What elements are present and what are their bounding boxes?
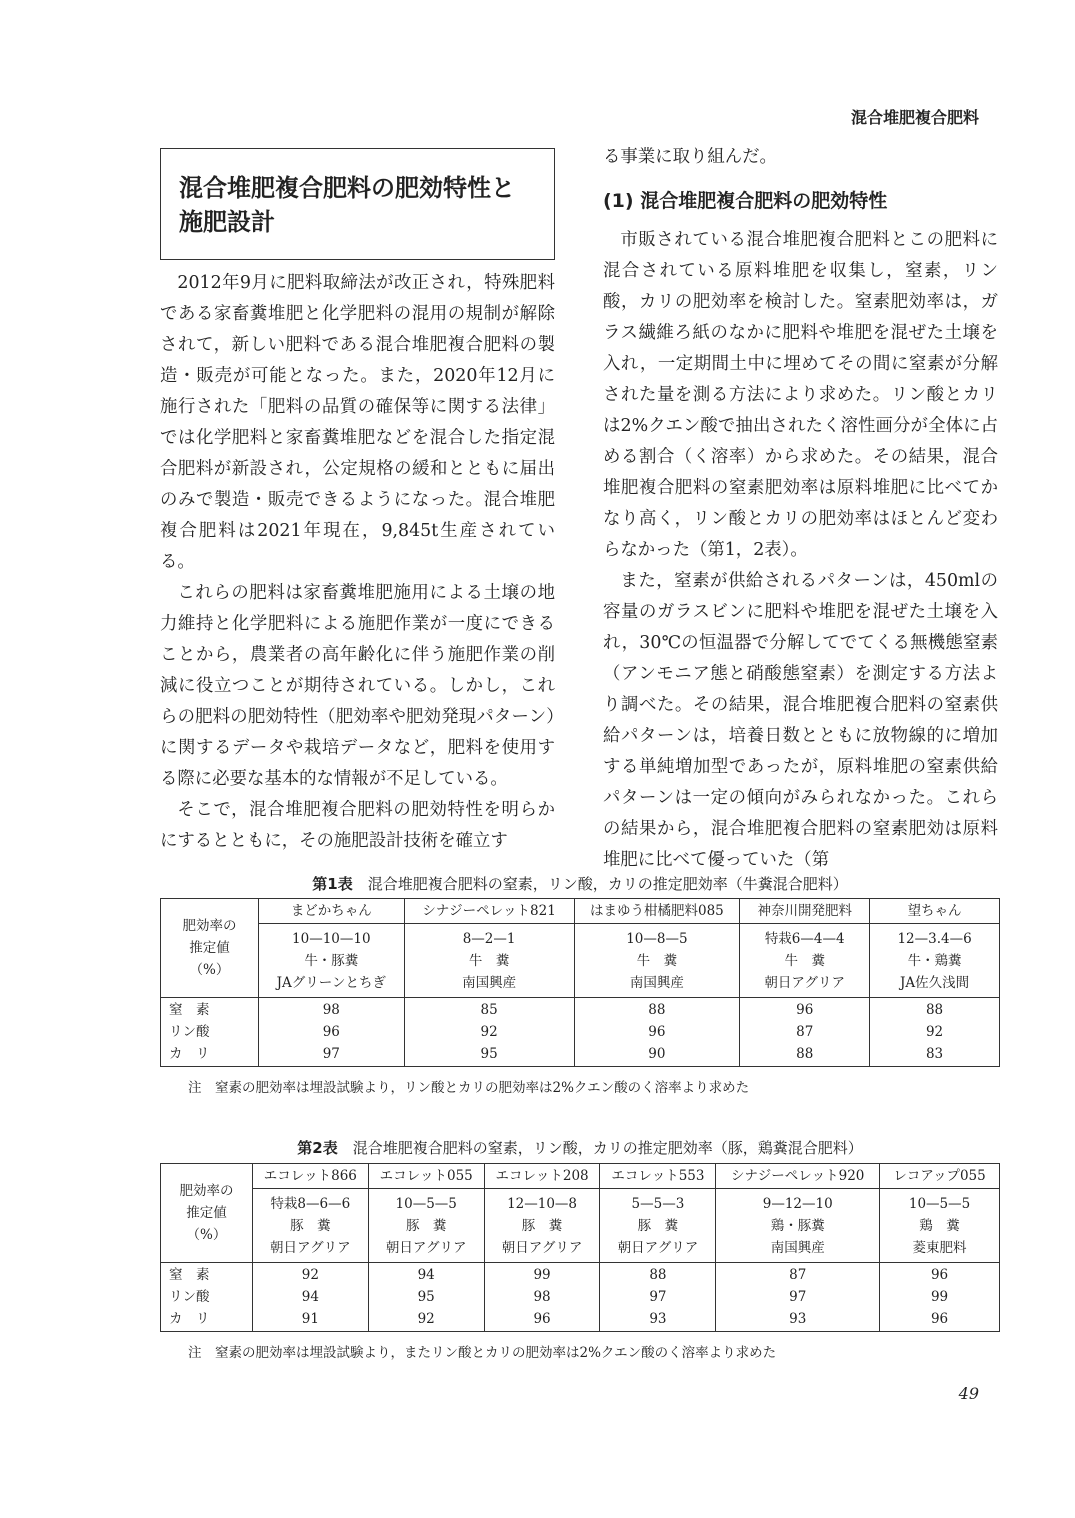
product-ratio: 12—3.4—6	[897, 930, 972, 947]
product-name: 望ちゃん	[870, 899, 1000, 924]
table1	[160, 898, 1000, 1067]
product-detail	[368, 1189, 484, 1263]
product-ratio: 8—2—1	[462, 930, 516, 947]
product-maker: 菱東肥料	[912, 1239, 967, 1256]
value: 83	[925, 1046, 944, 1062]
article-title-box	[160, 148, 555, 260]
table1-caption	[160, 873, 1000, 894]
product-source: 豚 糞	[405, 1217, 447, 1234]
product-name: エコレット866	[252, 1164, 368, 1189]
value-cell	[252, 1263, 368, 1332]
value: 92	[480, 1024, 498, 1040]
product-detail	[880, 1189, 1000, 1263]
product-detail	[740, 924, 870, 998]
row-header-text: 推定値	[186, 1205, 227, 1221]
value: 94	[301, 1289, 319, 1305]
table2-title: 混合堆肥複合肥料の窒素，リン酸，カリの推定肥効率（豚，鶏糞混合肥料）	[352, 1139, 863, 1157]
value: 96	[648, 1024, 666, 1040]
nutrient-label: カ リ	[169, 1046, 210, 1062]
product-name: シナジーペレット920	[716, 1164, 880, 1189]
product-source: 牛 糞	[784, 952, 825, 969]
row-header-text: 推定値	[189, 940, 230, 956]
value: 88	[649, 1267, 667, 1283]
table2	[160, 1163, 1000, 1332]
nutrient-label: リン酸	[169, 1024, 210, 1040]
left-column	[160, 142, 555, 857]
article-title-line2: 施肥設計	[179, 208, 275, 236]
value: 92	[417, 1311, 435, 1327]
product-name: レコアップ055	[880, 1164, 1000, 1189]
value: 95	[480, 1046, 498, 1062]
product-detail	[484, 1189, 600, 1263]
nutrient-label: 窒 素	[169, 1002, 210, 1018]
product-ratio: 10—5—5	[395, 1195, 457, 1212]
table1-title: 混合堆肥複合肥料の窒素，リン酸，カリの推定肥効率（牛糞混合肥料）	[367, 875, 848, 893]
product-detail	[404, 924, 574, 998]
product-source: 牛 糞	[636, 952, 678, 969]
page-number: 49	[958, 1384, 979, 1403]
value: 88	[925, 1002, 944, 1018]
nutrient-labels	[161, 998, 259, 1067]
value: 97	[789, 1289, 807, 1305]
value: 96	[796, 1002, 814, 1018]
value-cell	[368, 1263, 484, 1332]
product-name: まどかちゃん	[258, 899, 404, 924]
product-source: 豚 糞	[521, 1217, 563, 1234]
nutrient-labels	[161, 1263, 253, 1332]
body-paragraph: そこで，混合堆肥複合肥料の肥効特性を明らかにするとともに，その施肥設計技術を確立す	[160, 800, 555, 851]
value: 88	[796, 1046, 814, 1062]
product-detail	[716, 1189, 880, 1263]
product-source: 牛・豚糞	[304, 952, 359, 969]
value: 88	[648, 1002, 666, 1018]
product-maker: 朝日アグリア	[764, 974, 845, 991]
value: 96	[533, 1311, 551, 1327]
product-detail	[600, 1189, 716, 1263]
right-column	[603, 142, 998, 876]
product-detail	[574, 924, 740, 998]
product-ratio: 特栽8—6—6	[270, 1195, 351, 1212]
running-header: 混合堆肥複合肥料	[850, 108, 979, 127]
product-maker: 南国興産	[462, 974, 517, 991]
product-ratio: 9—12—10	[762, 1195, 833, 1212]
product-source: 牛 糞	[468, 952, 510, 969]
value: 90	[648, 1046, 666, 1062]
product-maker: 朝日アグリア	[501, 1239, 583, 1256]
product-source: 鶏 糞	[919, 1217, 960, 1234]
body-paragraph: 2012年9月に肥料取締法が改正され，特殊肥料である家畜糞堆肥と化学肥料の混用の規制が解除されて，新しい肥料である混合堆肥複合肥料の製造・販売が可能となった。また，2020年12月に施行された「肥料の品質の確保等に関する法律」では化学肥料と家畜糞堆肥などを混合した指定混合肥料が新設され，公定規格の緩和とともに届出のみで製造・販売できるようになった。混合堆肥複合肥料は2021年現在，9,845t生産されている。	[160, 273, 555, 572]
product-ratio: 特栽6—4—4	[764, 930, 845, 947]
nutrient-label: 窒 素	[169, 1267, 210, 1283]
value: 91	[301, 1311, 319, 1327]
value-cell	[716, 1263, 880, 1332]
product-ratio: 10—10—10	[292, 930, 371, 947]
product-ratio: 12—10—8	[507, 1195, 578, 1212]
value-cell	[574, 998, 740, 1067]
product-ratio: 5—5—3	[631, 1195, 685, 1212]
product-name: シナジーペレット821	[404, 899, 574, 924]
value: 87	[789, 1267, 807, 1283]
product-maker: 朝日アグリア	[617, 1239, 699, 1256]
product-maker: 朝日アグリア	[270, 1239, 351, 1256]
table2-note: 注 窒素の肥効率は埋設試験より，またリン酸とカリの肥効率は2%クエン酸のく溶率より求めた	[188, 1345, 777, 1361]
value: 93	[789, 1311, 807, 1327]
value: 87	[796, 1024, 814, 1040]
product-maker: 南国興産	[629, 974, 684, 991]
row-header-text: （%）	[189, 962, 230, 978]
body-paragraph: これらの肥料は家畜糞堆肥施用による土壌の地力維持と化学肥料による施肥作業が一度にできることから，農業者の高年齢化に伴う施肥作業の削減に役立つことが期待されている。しかし，これらの肥料の肥効特性（肥効率や肥効発現パターン）に関するデータや栽培データなど，肥料を使用する際に必要な基本的な情報が不足している。	[160, 583, 555, 789]
body-paragraph: また，窒素が供給されるパターンは，450mlの容量のガラスビンに肥料や堆肥を混ぜた土壌を入れ，30℃の恒温器で分解してでてくる無機態窒素（アンモニア態と硝酸態窒素）を測定する方法より調べた。その結果，混合堆肥複合肥料の窒素供給パターンは，培養日数とともに放物線的に増加する単純増加型であったが，原料堆肥の窒素供給パターンは一定の傾向がみられなかった。これらの結果から，混合堆肥複合肥料の窒素肥効は原料堆肥に比べて優っていた（第	[603, 571, 998, 870]
row-header-text: 肥効率の	[179, 1183, 234, 1199]
value-cell	[484, 1263, 600, 1332]
product-name: エコレット055	[368, 1164, 484, 1189]
value: 96	[930, 1267, 949, 1283]
value: 99	[930, 1289, 949, 1305]
table1-label: 第1表	[312, 875, 353, 893]
table2-caption	[160, 1137, 1000, 1158]
value: 94	[417, 1267, 435, 1283]
value: 92	[925, 1024, 944, 1040]
product-source: 鶏・豚糞	[770, 1217, 825, 1234]
body-paragraph: 市販されている混合堆肥複合肥料とこの肥料に混合されている原料堆肥を収集し，窒素，リン酸，カリの肥効率を検討した。窒素肥効率は，ガラス繊維ろ紙のなかに肥料や堆肥を混ぜた土壌を入れ，一定期間土中に埋めてその間に窒素が分解された量を測る方法により求めた。リン酸とカリは2%クエン酸で抽出されたく溶性画分が全体に占める割合（く溶率）から求めた。その結果，混合堆肥複合肥料の窒素肥効率は原料堆肥に比べてかなり高く，リン酸とカリの肥効率はほとんど変わらなかった（第1，2表）。	[603, 230, 998, 560]
product-source: 豚 糞	[290, 1217, 331, 1234]
product-detail	[252, 1189, 368, 1263]
value: 98	[533, 1289, 551, 1305]
section-heading: (1) 混合堆肥複合肥料の肥効特性	[603, 190, 888, 212]
table1-note: 注 窒素の肥効率は埋設試験より，リン酸とカリの肥効率は2%クエン酸のく溶率より求めた	[188, 1080, 750, 1096]
product-detail	[870, 924, 1000, 998]
article-title-line1: 混合堆肥複合肥料の肥効特性と	[179, 174, 515, 202]
value: 96	[322, 1024, 340, 1040]
product-ratio: 10—5—5	[908, 1195, 971, 1212]
value: 99	[533, 1267, 551, 1283]
value: 92	[301, 1267, 319, 1283]
row-header-text: （%）	[186, 1227, 227, 1243]
body-paragraph-continuation: る事業に取り組んだ。	[603, 147, 777, 167]
value-cell	[258, 998, 404, 1067]
product-ratio: 10—8—5	[626, 930, 688, 947]
value: 93	[649, 1311, 667, 1327]
value: 97	[649, 1289, 667, 1305]
table2-label: 第2表	[297, 1139, 338, 1157]
product-name: エコレット553	[600, 1164, 716, 1189]
product-detail	[258, 924, 404, 998]
product-maker: JAグリーンとちぎ	[276, 974, 387, 991]
value: 97	[322, 1046, 340, 1062]
product-name: はまゆう柑橘肥料085	[574, 899, 740, 924]
value-cell	[740, 998, 870, 1067]
nutrient-label: リン酸	[169, 1289, 210, 1305]
value-cell	[600, 1263, 716, 1332]
value-cell	[880, 1263, 1000, 1332]
product-name: エコレット208	[484, 1164, 600, 1189]
nutrient-label: カ リ	[169, 1311, 210, 1327]
value: 85	[480, 1002, 498, 1018]
product-maker: 南国興産	[770, 1239, 825, 1256]
table2-row-header	[161, 1164, 253, 1263]
value: 98	[322, 1002, 340, 1018]
product-name: 神奈川開発肥料	[740, 899, 870, 924]
product-maker: 朝日アグリア	[385, 1239, 467, 1256]
value-cell	[404, 998, 574, 1067]
product-maker: JA佐久浅間	[899, 974, 970, 991]
product-source: 豚 糞	[637, 1217, 679, 1234]
value: 95	[417, 1289, 435, 1305]
value-cell	[870, 998, 1000, 1067]
row-header-text: 肥効率の	[182, 918, 237, 934]
product-source: 牛・鶏糞	[907, 952, 962, 969]
value: 96	[930, 1311, 949, 1327]
table1-row-header	[161, 899, 259, 998]
